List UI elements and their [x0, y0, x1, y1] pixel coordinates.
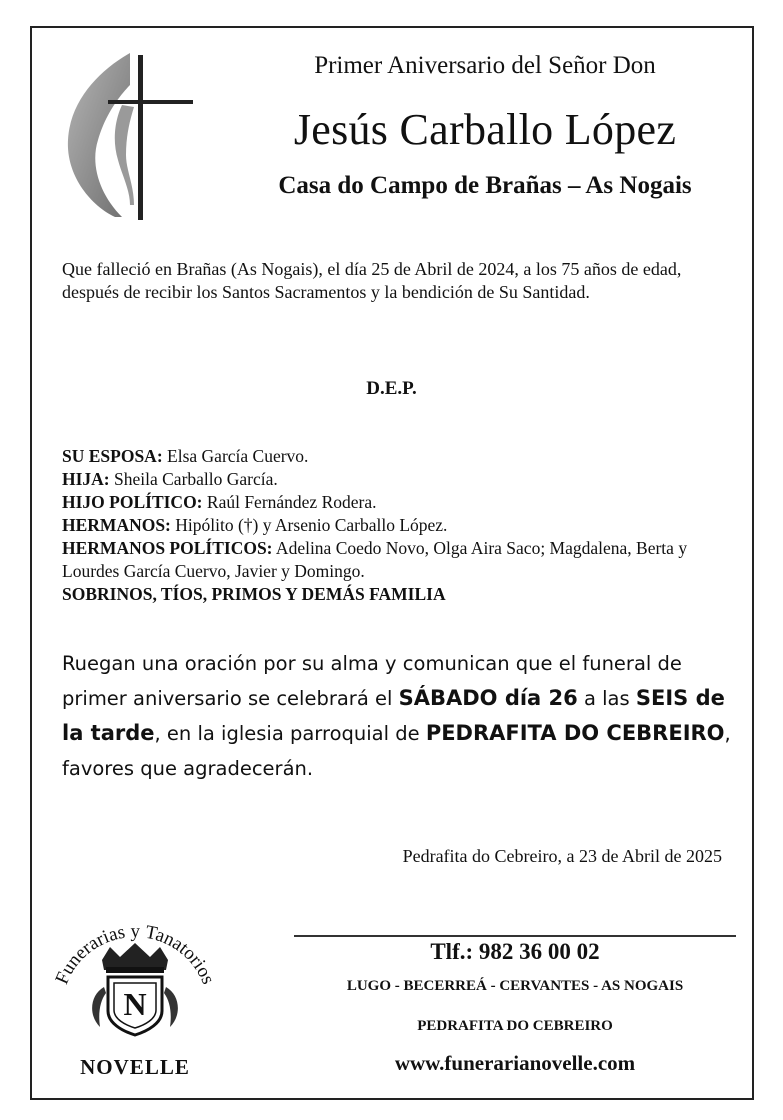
footer-divider — [294, 935, 736, 937]
cross-flame-icon — [60, 45, 200, 230]
family-daughter: HIJA: Sheila Carballo García. — [62, 469, 278, 489]
location-pedrafita: PEDRAFITA DO CEBREIRO — [417, 1018, 613, 1034]
residence: Casa do Campo de Brañas – As Nogais — [278, 172, 692, 199]
locations-line: LUGO - BECERREÁ - CERVANTES - AS NOGAIS — [346, 978, 684, 994]
logo-arc-text: Funerarias y Tanatorios — [51, 920, 219, 988]
dep-line: D.E.P. — [366, 378, 417, 399]
intro-paragraph: Que falleció en Brañas (As Nogais), el día 25 de Abril de 2024, a los 75 años de edad, después de recibir los Santos Sacramentos y la bendición de Su Santidad. — [62, 259, 682, 302]
anniversary-title: Primer Aniversario del Señor Don — [314, 52, 656, 79]
funeral-church: PEDRAFITA DO CEBREIRO — [425, 721, 725, 745]
funeral-day: SÁBADO día 26 — [398, 686, 578, 710]
website-link[interactable]: www.funerarianovelle.com — [394, 1051, 636, 1075]
logo-name: NOVELLE — [80, 1055, 190, 1079]
logo-letter: N — [123, 986, 147, 1022]
funeral-notice: Ruegan una oración por su alma y comunican que el funeral de primer aniversario se celebrará el SÁBADO día 26 a las SEIS de la tarde, en la iglesia parroquial de PEDRAFITA DO CEBREIRO, favores que agradecerán. — [62, 652, 731, 780]
family-list — [62, 445, 742, 606]
family-inlaws: HERMANOS POLÍTICOS: Adelina Coedo Novo, Olga Aira Saco; Magdalena, Berta y Lourdes García Cuervo, Javier y Domingo. — [62, 538, 688, 581]
phone-number: Tlf.: 982 36 00 02 — [430, 939, 600, 964]
family-siblings: HERMANOS: Hipólito (†) y Arsenio Carballo López. — [62, 515, 448, 535]
funeral-time: SEIS de la tarde — [62, 686, 725, 745]
novelle-logo — [40, 915, 230, 1050]
family-others: SOBRINOS, TÍOS, PRIMOS Y DEMÁS FAMILIA — [62, 584, 446, 604]
date-line: Pedrafita do Cebreiro, a 23 de Abril de 2025 — [402, 846, 722, 866]
family-spouse: SU ESPOSA: Elsa García Cuervo. — [62, 446, 309, 466]
family-soninlaw: HIJO POLÍTICO: Raúl Fernández Rodera. — [62, 492, 377, 512]
deceased-name: Jesús Carballo López — [293, 105, 677, 154]
